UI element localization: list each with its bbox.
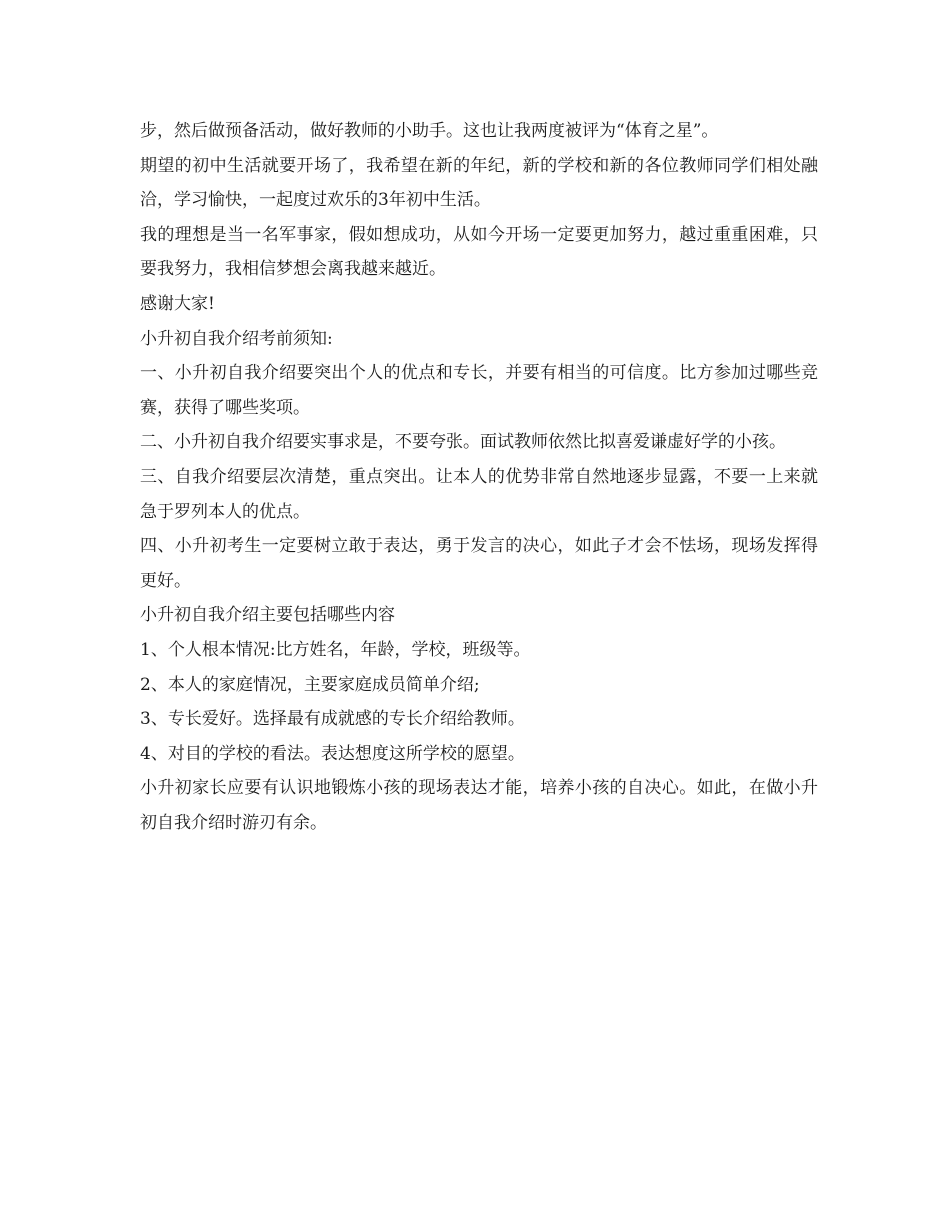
note-item-2: 二、小升初自我介绍要实事求是，不要夸张。面试教师依然比拟喜爱谦虚好学的小孩。	[140, 432, 786, 453]
content-item-2: 2、本人的家庭情况，主要家庭成员简单介绍;	[140, 674, 480, 695]
paragraph-ideal: 我的理想是当一名军事家，假如想成功，从如今开场一定要更加努力，越过重重困难，只要我努力，我相信梦想会离我越来越近。	[140, 224, 818, 280]
section-heading-content: 小升初自我介绍主要包括哪些内容	[140, 605, 395, 626]
content-item-1: 1、个人根本情况:比方姓名，年龄，学校，班级等。	[140, 639, 531, 660]
paragraph-parents: 小升初家长应要有认识地锻炼小孩的现场表达才能，培养小孩的自决心。如此，在做小升初自我介绍时游刃有余。	[140, 778, 818, 833]
content-item-3: 3、专长爱好。选择最有成就感的专长介绍给教师。	[140, 709, 525, 730]
note-item-1: 一、小升初自我介绍要突出个人的优点和专长，并要有相当的可信度。比方参加过哪些竞赛，获得了哪些奖项。	[140, 363, 818, 418]
document-body	[140, 114, 818, 840]
paragraph-hope: 期望的初中生活就要开场了，我希望在新的年纪，新的学校和新的各位教师同学们相处融洽，学习愉快，一起度过欢乐的3年初中生活。	[140, 155, 818, 211]
section-heading-notes: 小升初自我介绍考前须知:	[140, 328, 333, 349]
note-item-4: 四、小升初考生一定要树立敢于表达，勇于发言的决心，如此子才会不怯场，现场发挥得更好。	[140, 536, 818, 591]
paragraph-continuation: 步，然后做预备活动，做好教师的小助手。这也让我两度被评为“体育之星”。	[140, 121, 719, 141]
content-item-4: 4、对目的学校的看法。表达想度这所学校的愿望。	[140, 743, 525, 764]
paragraph-thanks: 感谢大家!	[140, 293, 215, 314]
note-item-3: 三、自我介绍要层次清楚，重点突出。让本人的优势非常自然地逐步显露，不要一上来就急于罗列本人的优点。	[140, 466, 818, 522]
